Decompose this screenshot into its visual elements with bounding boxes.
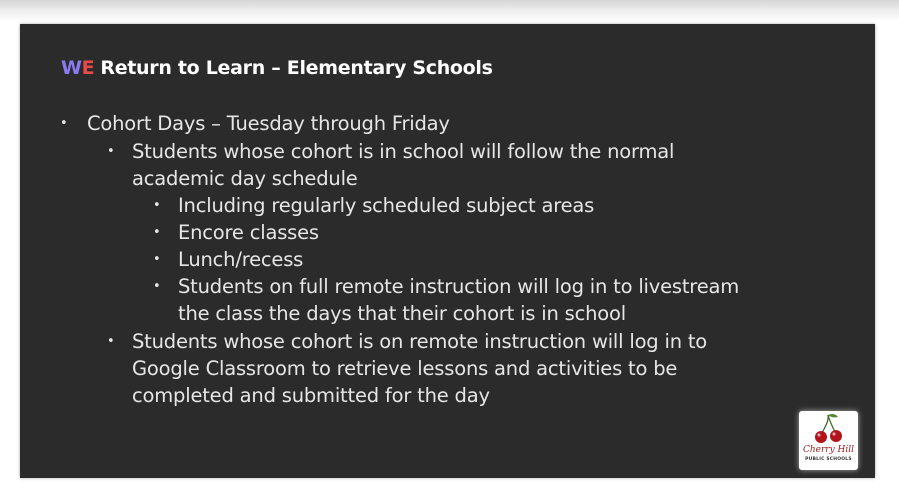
bullet-livestream-line2: the class the days that their cohort is in school	[178, 302, 626, 325]
bullet-dot: •	[153, 225, 161, 240]
cherries-icon	[799, 411, 858, 445]
bullet-remote-line2: Google Classroom to retrieve lessons and activities to be	[132, 357, 678, 380]
bullet-dot: •	[153, 279, 161, 294]
we-logo-w: W	[61, 57, 82, 79]
bullet-lunch: Lunch/recess	[178, 248, 304, 271]
presentation-slide	[20, 24, 875, 478]
bullet-dot: •	[153, 198, 161, 213]
bullet-cohort-days: Cohort Days – Tuesday through Friday	[87, 112, 450, 135]
district-logo-subtitle: PUBLIC SCHOOLS	[805, 457, 852, 462]
district-logo-name: Cherry Hill	[802, 445, 855, 455]
district-logo	[799, 411, 858, 470]
slide-title-text: Return to Learn – Elementary Schools	[100, 57, 493, 79]
bullet-in-school-line2: academic day schedule	[132, 167, 358, 190]
bullet-dot: •	[107, 144, 115, 159]
bullet-dot: •	[107, 334, 115, 349]
slide-title	[61, 57, 493, 79]
we-logo	[61, 57, 94, 79]
bullet-livestream-line1: Students on full remote instruction will log in to livestream	[178, 275, 740, 298]
bullet-in-school-line1: Students whose cohort is in school will follow the normal	[132, 140, 675, 163]
bullet-dot: •	[60, 116, 68, 131]
bullet-remote-line1: Students whose cohort is on remote instruction will log in to	[132, 330, 708, 353]
bullet-subject-areas: Including regularly scheduled subject areas	[178, 194, 595, 217]
bullet-remote-line3: completed and submitted for the day	[132, 384, 490, 407]
bullet-dot: •	[153, 252, 161, 267]
bullet-encore: Encore classes	[178, 221, 319, 244]
we-logo-e: E	[81, 57, 95, 79]
